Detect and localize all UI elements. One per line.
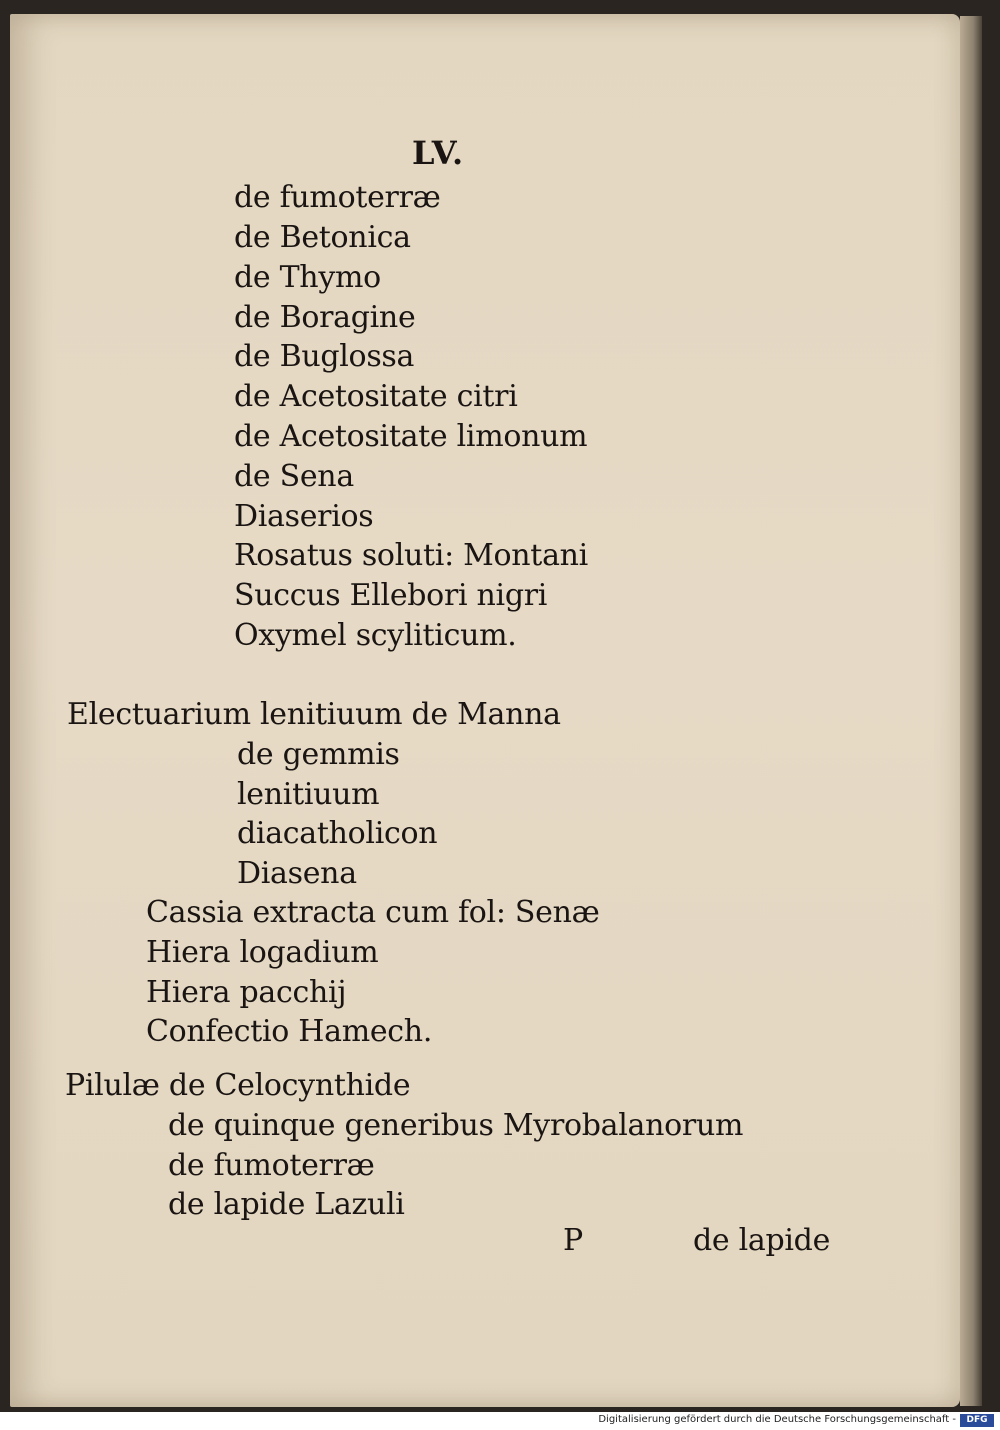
text-line: Oxymel scyliticum. xyxy=(234,618,517,653)
text-line: de quinque generibus Myrobalanorum xyxy=(168,1108,744,1143)
catchword: de lapide xyxy=(693,1223,831,1258)
text-line: de lapide Lazuli xyxy=(168,1187,405,1222)
text-line: de Sena xyxy=(234,459,354,494)
section-heading: Pilulæ de Celocynthide xyxy=(65,1068,411,1103)
text-line: Cassia extracta cum fol: Senæ xyxy=(146,895,600,930)
page-edge xyxy=(960,16,982,1406)
text-line: Succus Ellebori nigri xyxy=(234,578,548,613)
funding-credit: Digitalisierung gefördert durch die Deutsche Forschungsgemeinschaft - xyxy=(598,1414,956,1425)
text-line: de Betonica xyxy=(234,220,411,255)
text-line: Rosatus soluti: Montani xyxy=(234,538,588,573)
text-line: Confectio Hamech. xyxy=(146,1014,433,1049)
text-line: de Acetositate citri xyxy=(234,379,518,414)
text-line: Hiera pacchij xyxy=(146,975,347,1010)
text-line: diacatholicon xyxy=(237,816,438,851)
text-line: Diaserios xyxy=(234,499,374,534)
page-header: LV. xyxy=(412,134,465,172)
text-line: Hiera logadium xyxy=(146,935,379,970)
text-line: de gemmis xyxy=(237,737,400,772)
text-line: de fumoterræ xyxy=(168,1148,375,1183)
text-line: de Thymo xyxy=(234,260,381,295)
text-line: lenitiuum xyxy=(237,777,380,812)
text-line: de Buglossa xyxy=(234,339,415,374)
text-line: de Boragine xyxy=(234,300,416,335)
section-heading: Electuarium lenitiuum de Manna xyxy=(67,697,561,732)
text-line: de Acetositate limonum xyxy=(234,419,588,454)
footer-bar xyxy=(0,1412,1000,1430)
dfg-logo: DFG xyxy=(960,1414,994,1427)
signature-mark: P xyxy=(563,1223,583,1258)
text-line: Diasena xyxy=(237,856,357,891)
text-line: de fumoterræ xyxy=(234,180,441,215)
